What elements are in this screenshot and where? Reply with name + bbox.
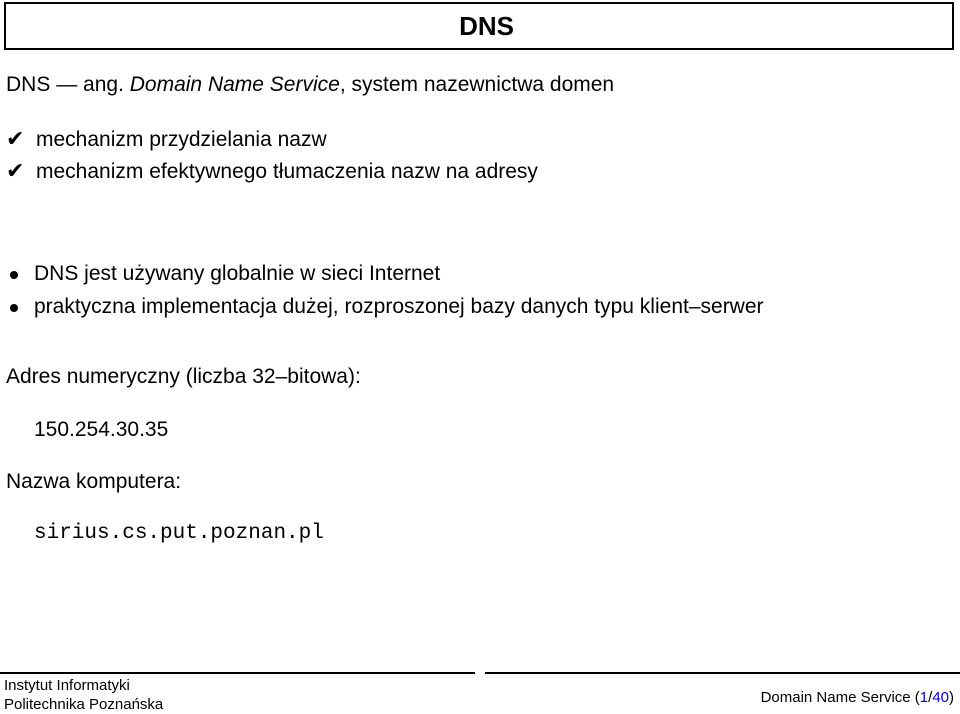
- footer-page-total-link[interactable]: 40: [932, 689, 949, 706]
- intro-english-name: Domain Name Service: [129, 73, 340, 96]
- checkmark-icon: ✔: [6, 158, 25, 183]
- check-item-text: mechanizm efektywnego tłumaczenia nazw na adresy: [36, 160, 538, 183]
- check-item: [6, 126, 327, 153]
- footer-university: Politechnika Poznańska: [4, 696, 164, 713]
- intro-line: [6, 72, 614, 98]
- checkmark-icon: ✔: [6, 126, 25, 151]
- footer-section-title: Domain Name Service: [760, 689, 911, 706]
- hostname-value: sirius.cs.put.poznan.pl: [34, 522, 324, 545]
- intro-dash: — ang.: [56, 73, 124, 96]
- footer-institute: Instytut Informatyki: [4, 677, 130, 694]
- footer-section: [761, 689, 954, 707]
- numeric-address-value: 150.254.30.35: [34, 418, 169, 441]
- footer-divider-left: [0, 672, 475, 674]
- intro-rest: , system nazewnictwa domen: [339, 73, 615, 96]
- footer-divider-right: [485, 672, 960, 674]
- hostname-label: Nazwa komputera:: [6, 470, 182, 493]
- footer-page-close: ): [949, 689, 954, 706]
- bullet-item-text: DNS jest używany globalnie w sieci Internet: [34, 262, 441, 285]
- intro-term: DNS: [6, 73, 51, 96]
- check-item: [6, 158, 538, 185]
- bullet-item-text: praktyczna implementacja dużej, rozproszonej bazy danych typu klient–serwer: [34, 295, 764, 318]
- footer-page-current-link[interactable]: 1: [919, 689, 929, 706]
- footer-page-open: (: [914, 689, 920, 706]
- footer-page-sep: /: [928, 689, 933, 706]
- numeric-address-label: Adres numeryczny (liczba 32–bitowa):: [6, 365, 361, 388]
- page-title: DNS: [459, 11, 514, 41]
- bullet-icon: [10, 271, 18, 279]
- check-item-text: mechanizm przydzielania nazw: [36, 128, 327, 151]
- bullet-icon: [10, 304, 18, 312]
